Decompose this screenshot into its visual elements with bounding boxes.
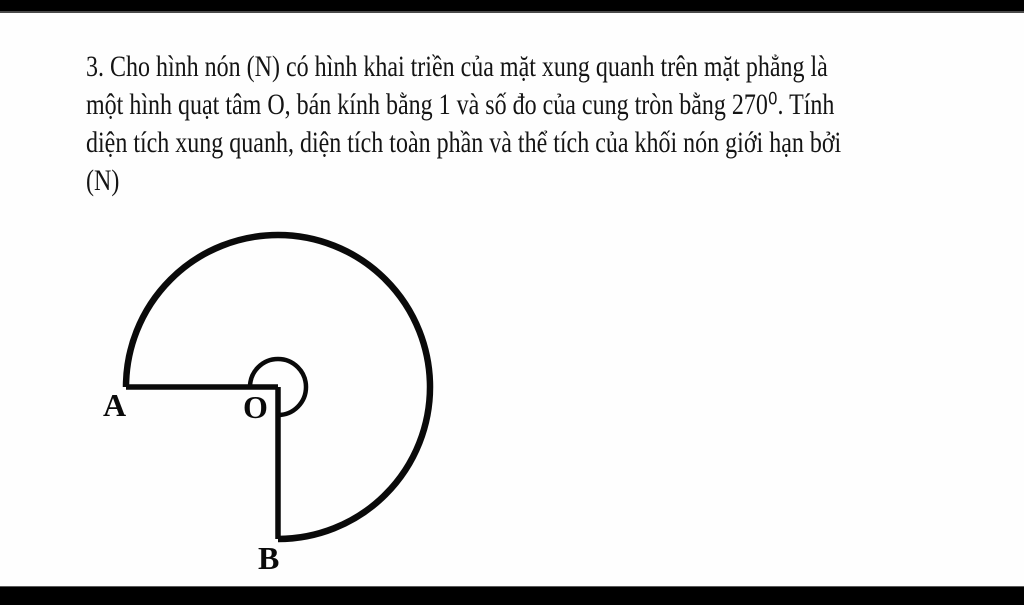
vertex-label-a: A [103, 387, 127, 423]
problem-line-4: (N) [86, 164, 120, 197]
problem-line-1: 3. Cho hình nón (N) có hình khai triền của mặt xung quanh trên mặt phẳng là [86, 50, 828, 83]
center-label-o: O [243, 389, 268, 425]
problem-line-3: diện tích xung quanh, diện tích toàn phần và thể tích của khối nón giới hạn bởi [86, 126, 842, 159]
bottom-letterbox-bar [0, 586, 1024, 605]
problem-line-2: một hình quạt tâm O, bán kính bằng 1 và số đo của cung tròn bằng 270⁰. Tính [86, 88, 835, 121]
vertex-label-b: B [258, 540, 280, 576]
